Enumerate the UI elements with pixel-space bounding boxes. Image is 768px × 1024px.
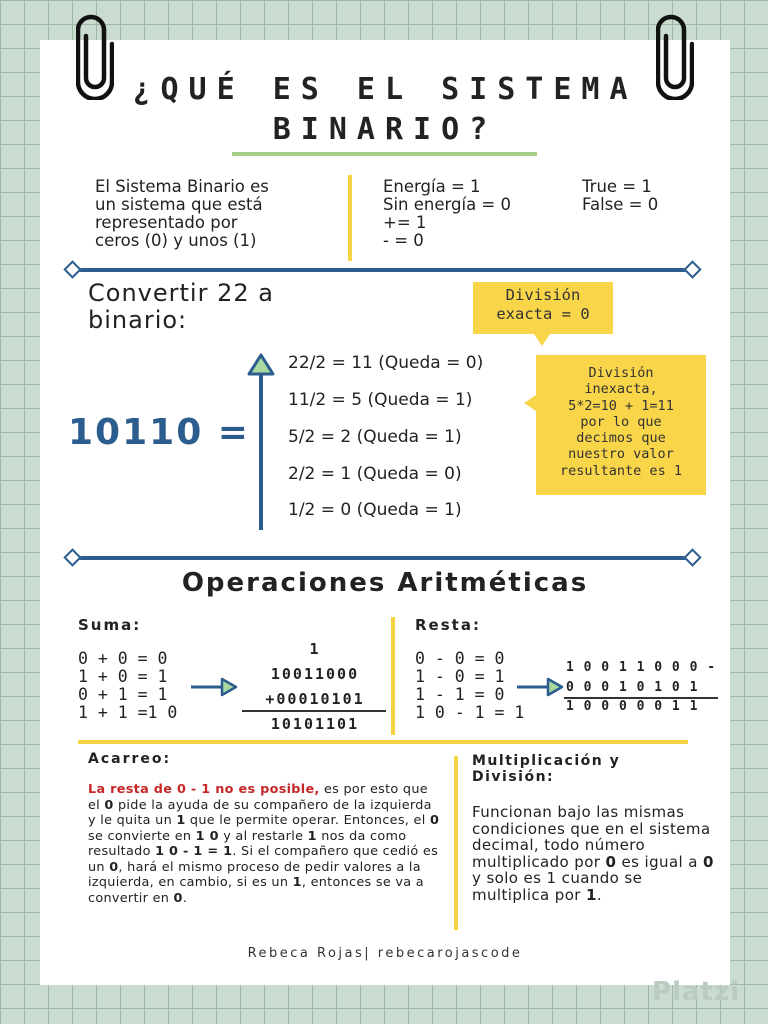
author-credit: Rebeca Rojas| rebecarojascode	[247, 946, 523, 961]
note-exact-pointer	[534, 334, 550, 346]
muldiv-explanation: Funcionan bajo las mismas condiciones que en el sistema decimal, todo número multiplicado por 0 es igual a 0 y solo es 1 cuando se multiplica por 1.	[472, 803, 714, 904]
sub-operand-a: 1 0 0 1 1 0 0 0 -	[566, 660, 717, 675]
divider-diamond-icon	[683, 548, 701, 566]
divider-diamond-icon	[683, 260, 701, 278]
division-step: 11/2 = 5 (Queda = 1)	[288, 390, 473, 410]
sub-operand-b: 0 0 0 1 0 1 0 1	[566, 680, 699, 695]
sub-result: 1 0 0 0 0 0 1 1	[566, 699, 699, 714]
sum-result-line	[242, 710, 386, 712]
sum-carry: 1	[309, 640, 321, 658]
note-inexact-pointer	[524, 395, 536, 411]
carry-explanation: La resta de 0 - 1 no es posible, es por esto que el 0 pide la ayuda de su compañero de la izquierda y le quita un 1 que le permite operar. Entonces, el 0 se convierte en 1 0 y al restarle 1 nos da como resultado 1 0 - 1 = 1. Si el compañero que cedió es un 0, hará el mismo proceso de pedir valores a la izquierda, en cambio, si es un 1, entonces se va a convertir en 0.	[88, 782, 440, 906]
sub-label: Resta:	[415, 616, 481, 634]
divider-diamond-icon	[63, 548, 81, 566]
section-divider-1	[74, 268, 694, 272]
carry-title: Acarreo:	[88, 751, 172, 767]
right-arrow-icon	[190, 676, 238, 698]
note-exact-division: División exacta = 0	[473, 282, 613, 334]
sum-rules: 0 + 0 = 0 1 + 0 = 1 0 + 1 = 1 1 + 1 =1 0	[78, 649, 178, 722]
section-divider-2	[74, 556, 694, 560]
boolean-values: True = 1 False = 0	[582, 177, 659, 214]
binary-result: 10110 =	[68, 412, 250, 453]
sum-label: Suma:	[78, 616, 142, 634]
ops-divider	[391, 617, 395, 735]
convert-heading: Convertir 22 a binario:	[88, 279, 274, 334]
infographic-card	[40, 40, 730, 985]
sub-rules: 0 - 0 = 0 1 - 0 = 1 1 - 1 = 0 1 0 - 1 = 1	[415, 649, 525, 722]
intro-divider	[348, 175, 352, 261]
definition-text: El Sistema Binario es un sistema que está representado por ceros (0) y unos (1)	[95, 177, 269, 250]
division-step: 5/2 = 2 (Queda = 1)	[288, 427, 462, 447]
division-step: 2/2 = 1 (Queda = 0)	[288, 464, 462, 484]
ops-bottom-divider	[78, 740, 688, 744]
title-underline	[232, 152, 537, 156]
sum-result: 10101101	[270, 715, 360, 733]
up-arrow-icon	[246, 352, 276, 532]
operations-title: Operaciones Aritméticas	[181, 568, 589, 598]
right-arrow-icon	[516, 676, 564, 698]
sum-operand-b: +00010101	[265, 690, 365, 708]
muldiv-title: Multiplicación y División:	[472, 753, 621, 785]
page-title-line2: BINARIO?	[272, 112, 498, 147]
energy-values: Energía = 1 Sin energía = 0 += 1 - = 0	[383, 177, 511, 250]
divider-diamond-icon	[63, 260, 81, 278]
page-title-line1: ¿QUÉ ES EL SISTEMA	[132, 72, 638, 107]
platzi-watermark: Platzi	[652, 977, 740, 1007]
division-step: 1/2 = 0 (Queda = 1)	[288, 500, 462, 520]
bottom-divider	[454, 756, 458, 930]
note-inexact-division: División inexacta, 5*2=10 + 1=11 por lo que decimos que nuestro valor resultante es 1	[536, 355, 706, 495]
division-step: 22/2 = 11 (Queda = 0)	[288, 353, 484, 373]
sum-operand-a: 10011000	[270, 665, 360, 683]
